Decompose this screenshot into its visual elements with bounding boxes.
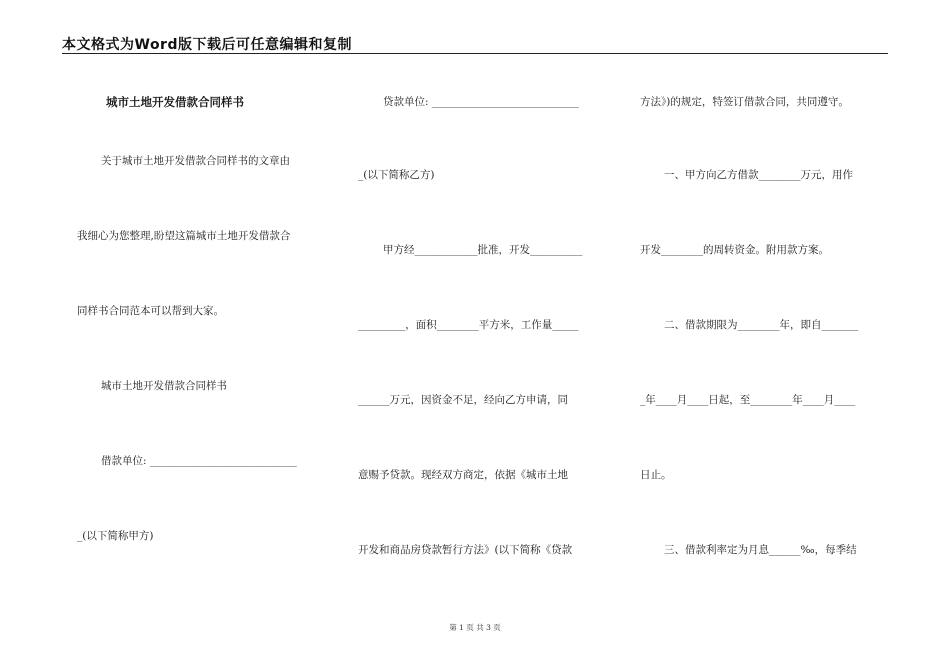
paragraph-line: 同样书合同范本可以帮到大家。 — [77, 305, 224, 317]
paragraph-line: 日止。 — [640, 469, 672, 481]
document-header-title: 本文格式为Word版下载后可任意编辑和复制 — [62, 37, 352, 53]
paragraph-line: 开发________的周转资金。附用款方案。 — [640, 244, 829, 256]
lender-field: 贷款单位: ____________________________ — [383, 96, 579, 108]
paragraph-line: 意赐予贷款。现经双方商定，依据《城市土地 — [358, 469, 568, 481]
paragraph-line: _________，面积________平方米，工作量_____ — [358, 319, 579, 331]
paragraph-line: 开发和商品房贷款暂行方法》(以下简称《贷款 — [358, 544, 573, 556]
paragraph-line: _年____月____日起，至________年____月____ — [640, 394, 856, 406]
paragraph-line: 甲方经____________批准，开发__________ — [383, 244, 583, 256]
section-heading: 城市土地开发借款合同样书 — [101, 380, 227, 392]
clause-1: 一、甲方向乙方借款________万元，用作 — [664, 169, 853, 181]
contract-title: 城市土地开发借款合同样书 — [106, 95, 244, 109]
paragraph-line: 关于城市土地开发借款合同样书的文章由 — [101, 155, 290, 167]
paragraph-line: 我细心为您整理,盼望这篇城市土地开发借款合 — [77, 230, 291, 242]
paragraph-line: _(以下简称乙方) — [358, 169, 435, 181]
clause-2: 二、借款期限为________年，即自_______ — [664, 319, 859, 331]
page-number: 第 1 页 共 3 页 — [449, 623, 501, 632]
clause-3: 三、借款利率定为月息______‰，每季结 — [664, 544, 857, 556]
paragraph-line: _(以下简称甲方) — [77, 530, 154, 542]
paragraph-line: ______万元，因资金不足，经向乙方申请，同 — [358, 394, 568, 406]
borrower-field: 借款单位: ____________________________ — [101, 455, 297, 467]
paragraph-line: 方法》)的规定，特签订借款合同，共同遵守。 — [640, 96, 849, 108]
header-divider — [62, 53, 888, 54]
